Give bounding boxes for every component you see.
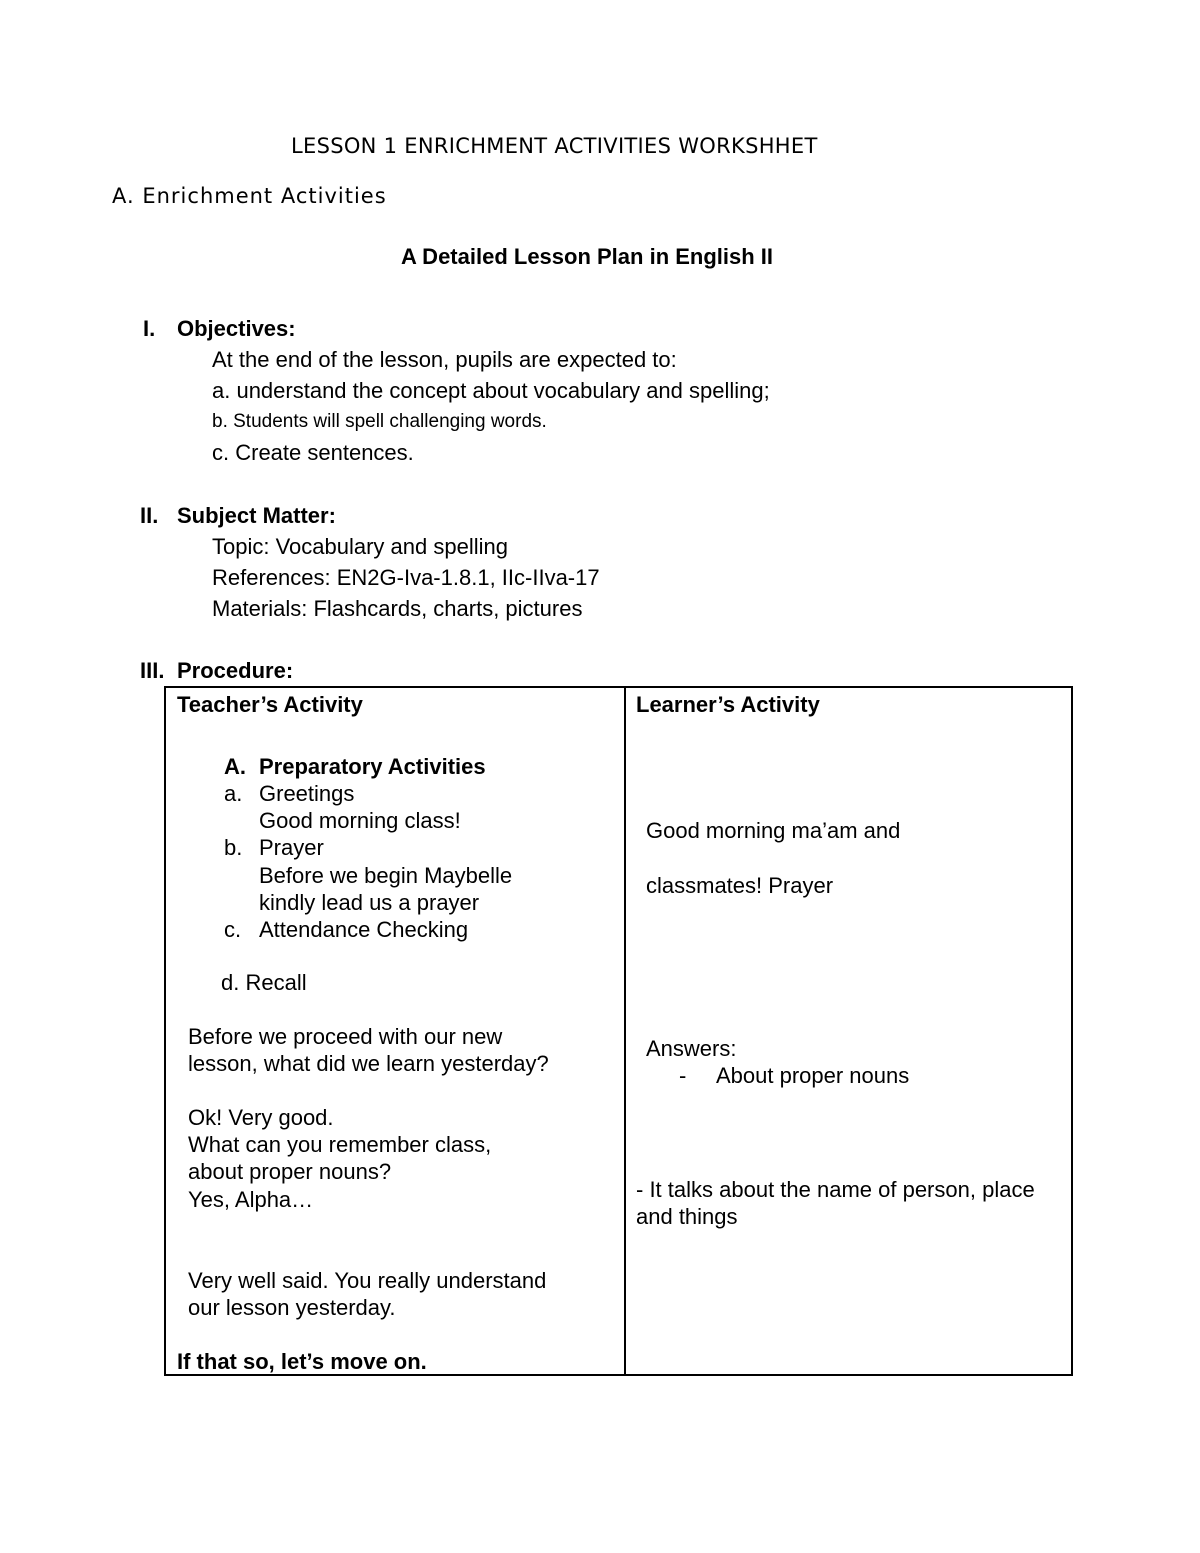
section-heading: A. Enrichment Activities [112,184,387,208]
recall-question: lesson, what did we learn yesterday? [188,1051,549,1076]
learner-activity-header: Learner’s Activity [636,692,820,717]
teacher-activity-header: Teacher’s Activity [177,692,363,717]
greetings-line: Good morning class! [259,808,461,833]
learner-greeting: classmates! Prayer [646,873,834,898]
procedure-heading: Procedure: [177,658,294,683]
teacher-line: What can you remember class, [188,1132,492,1157]
worksheet-title: LESSON 1 ENRICHMENT ACTIVITIES WORKSHHET [291,134,818,158]
column-divider [624,688,626,1374]
teacher-line: our lesson yesterday. [188,1295,396,1320]
objective-item: b. Students will spell challenging words. [212,411,547,432]
answer-item: About proper nouns [716,1063,910,1088]
greetings-marker: a. [224,781,243,806]
procedure-table [164,686,1073,1376]
objectives-intro: At the end of the lesson, pupils are expected to: [212,347,677,372]
procedure-numeral: III. [140,658,165,683]
prayer-line: Before we begin Maybelle [259,863,513,888]
prayer-label: Prayer [259,835,324,860]
answer-item: - It talks about the name of person, place [636,1177,1035,1202]
objective-item: a. understand the concept about vocabulary and spelling; [212,378,770,403]
objective-item: c. Create sentences. [212,440,414,465]
lesson-plan-title: A Detailed Lesson Plan in English II [401,244,774,269]
greetings-label: Greetings [259,781,355,806]
prayer-marker: b. [224,835,243,860]
answer-item: and things [636,1204,738,1229]
references-line: References: EN2G-Iva-1.8.1, IIc-IIva-17 [212,565,600,590]
subject-matter-heading: Subject Matter: [177,503,336,528]
move-on-line: If that so, let’s move on. [177,1349,427,1374]
teacher-line: Ok! Very good. [188,1105,334,1130]
objectives-numeral: I. [143,316,156,341]
teacher-line: about proper nouns? [188,1159,392,1184]
recall-question: Before we proceed with our new [188,1024,503,1049]
materials-line: Materials: Flashcards, charts, pictures [212,596,583,621]
attendance-label: Attendance Checking [259,917,469,942]
teacher-line: Very well said. You really understand [188,1268,547,1293]
learner-greeting: Good morning ma’am and [646,818,901,843]
prayer-line: kindly lead us a prayer [259,890,480,915]
recall-label: d. Recall [221,970,307,995]
answers-label: Answers: [646,1036,737,1061]
prep-marker: A. [224,754,246,779]
topic-line: Topic: Vocabulary and spelling [212,534,508,559]
prep-heading: Preparatory Activities [259,754,486,779]
teacher-line: Yes, Alpha… [188,1187,314,1212]
subject-matter-numeral: II. [140,503,159,528]
attendance-marker: c. [224,917,242,942]
objectives-heading: Objectives: [177,316,296,341]
answer-dash: - [679,1063,687,1088]
